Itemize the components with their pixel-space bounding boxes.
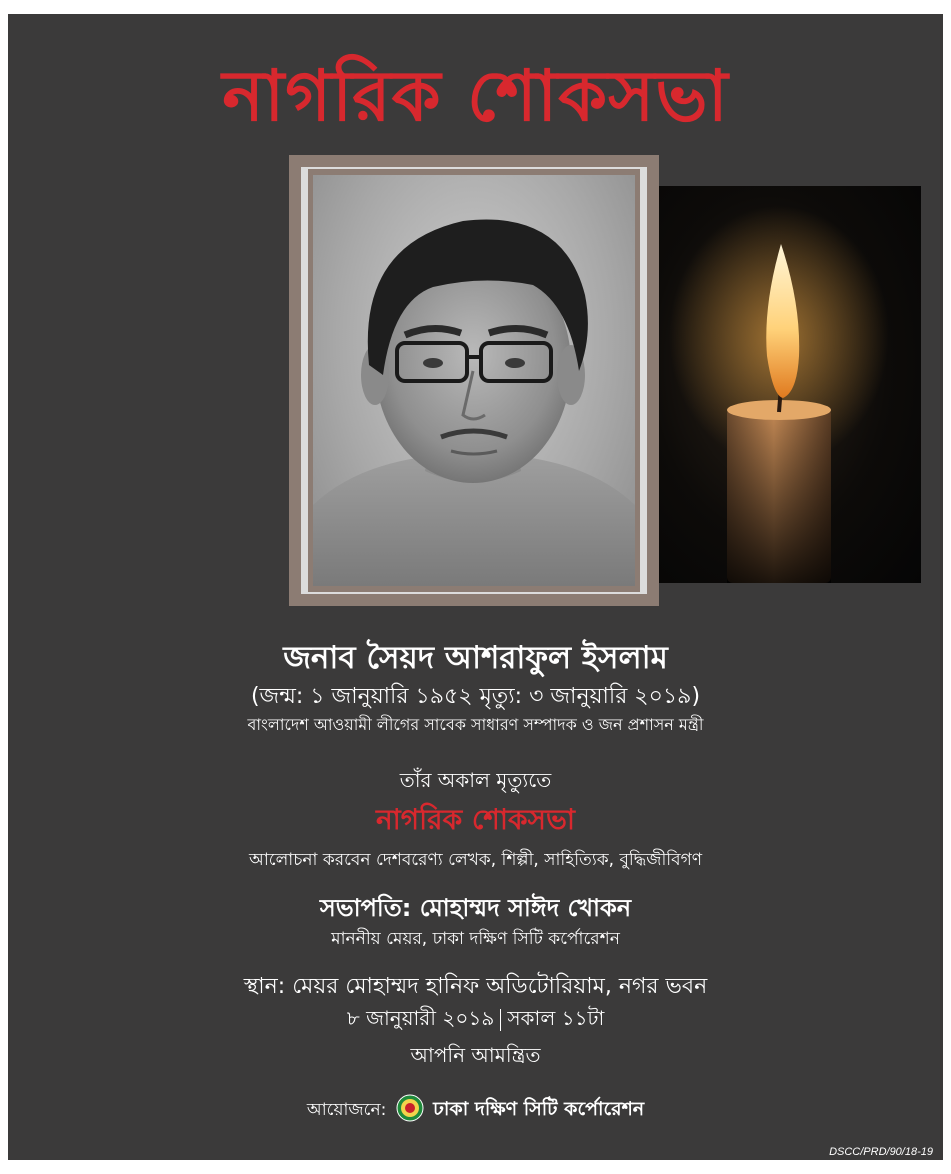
life-dates: (জন্ম: ১ জানুয়ারি ১৯৫২ মৃত্যু: ৩ জানুয়ারি ২০১৯) [250, 684, 701, 709]
reference-code: DSCC/PRD/90/18-19 [829, 1146, 933, 1158]
date-time-line [8, 1004, 943, 1037]
event-intro: তাঁর অকাল মৃত্যুতে [399, 768, 552, 792]
portrait-frame [289, 155, 659, 606]
portrait-illustration [313, 175, 635, 586]
organizer-name: ঢাকা দক্ষিণ সিটি কর্পোরেশন [433, 1098, 645, 1120]
president-line: সভাপতি: মোহাম্মদ সাঈদ খোকন [319, 894, 632, 922]
organizer-label: আয়োজনে: [306, 1100, 387, 1120]
candle-image [659, 186, 921, 583]
separator [500, 1009, 501, 1031]
organizer-line [8, 1094, 943, 1127]
memorial-poster [8, 14, 943, 1160]
candle-illustration [659, 186, 921, 583]
deceased-name: জনাব সৈয়দ আশরাফুল ইসলাম [283, 640, 668, 676]
president-title: মাননীয় মেয়র, ঢাকা দক্ষিণ সিটি কর্পোরেশন [331, 929, 620, 949]
venue-line: স্থান: মেয়র মোহাম্মদ হানিফ অডিটোরিয়াম, নগর ভবন [243, 974, 708, 999]
event-date: ৮ জানুয়ারী ২০১৯ [346, 1006, 495, 1030]
designation: বাংলাদেশ আওয়ামী লীগের সাবেক সাধারণ সম্পাদক ও জন প্রশাসন মন্ত্রী [247, 715, 704, 734]
speakers-line: আলোচনা করবেন দেশবরেণ্য লেখক, শিল্পী, সাহিত্যিক, বুদ্ধিজীবিগণ [248, 850, 703, 870]
headline: নাগরিক শোকসভা [222, 55, 729, 137]
event-title: নাগরিক শোকসভা [375, 803, 576, 836]
portrait-photo [313, 175, 635, 586]
dscc-emblem-icon [396, 1094, 424, 1122]
invitation-line: আপনি আমন্ত্রিত [410, 1043, 541, 1067]
event-time: সকাল ১১টা [507, 1006, 605, 1030]
